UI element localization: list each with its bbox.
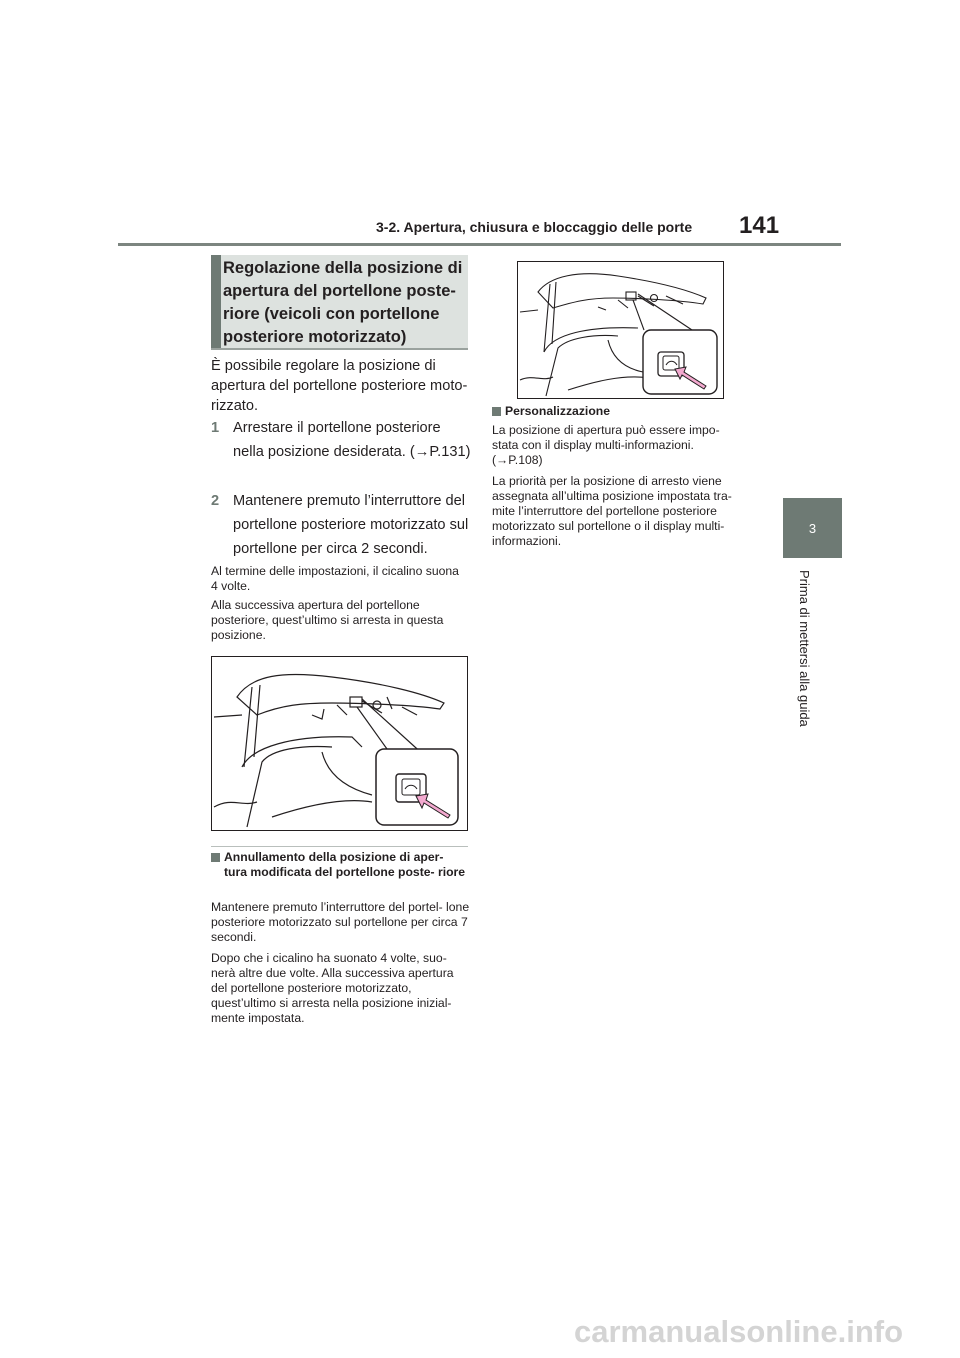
chapter-tab[interactable] xyxy=(783,498,842,558)
note-beep: Al termine delle impostazioni, il cicalino suona 4 volte. xyxy=(211,564,459,593)
watermark: carmanualsonline.info xyxy=(574,1314,904,1349)
step-2 xyxy=(211,489,471,561)
section-title: Regolazione della posizione di apertura del portellone poste- riore (veicoli con portellone posteriore motorizzato) xyxy=(223,259,463,346)
page-number: 141 xyxy=(739,212,780,239)
step-number: 2 xyxy=(211,493,220,509)
square-bullet-icon xyxy=(211,853,220,862)
tailgate-drawing-2 xyxy=(518,262,723,398)
section-heading-rule xyxy=(211,348,468,350)
cancel-heading: Annullamento della posizione di aper- tura modificata del portellone poste- riore xyxy=(211,850,469,880)
figure-rule xyxy=(211,846,468,847)
step-text: Arrestare il portellone posteriore nella posizione desiderata. (→P.131) xyxy=(233,420,471,460)
running-header: 3-2. Apertura, chiusura e bloccaggio delle porte xyxy=(376,219,693,235)
step-number: 1 xyxy=(211,420,220,436)
step-1 xyxy=(211,416,471,464)
chapter-number: 3 xyxy=(808,520,817,536)
tailgate-illustration xyxy=(211,656,468,831)
step-text: Mantenere premuto l’interruttore del portellone posteriore motorizzato sul portellone per circa 2 secondi. xyxy=(233,493,469,557)
tailgate-illustration-2 xyxy=(517,261,724,399)
custom-heading: Personalizzazione xyxy=(492,404,752,419)
section-heading-bar xyxy=(211,255,221,348)
chapter-title-vertical xyxy=(782,570,812,740)
custom-paragraph-2: La priorità per la posizione di arresto viene assegnata all’ultima posizione impostata tra- mite l’interruttore del portellone posteriore motorizzato sul portellone o il display multi- informazioni. xyxy=(492,474,732,548)
square-bullet-icon xyxy=(492,407,501,416)
cancel-paragraph-2: Dopo che i cicalino ha suonato 4 volte, suo- nerà altre due volte. Alla successiva apertura del portellone posteriore motorizzato, quest’ultimo si arresta nella posizione inizial- mente impostata. xyxy=(211,951,454,1025)
custom-paragraph-1: La posizione di apertura può essere impo- stata con il display multi-informazioni. (→P.108) xyxy=(492,423,720,467)
cancel-paragraph-1: Mantenere premuto l’interruttore del portel- lone posteriore motorizzato sul portellone per circa 7 secondi. xyxy=(211,900,470,944)
tailgate-drawing xyxy=(212,657,467,830)
chapter-title: Prima di mettersi alla guida xyxy=(797,570,812,727)
section-intro: È possibile regolare la posizione di apertura del portellone posteriore moto- rizzato. xyxy=(211,358,468,414)
note-next-opening: Alla successiva apertura del portellone posteriore, quest’ultimo si arresta in questa posizione. xyxy=(211,598,444,642)
header-rule xyxy=(118,243,841,246)
